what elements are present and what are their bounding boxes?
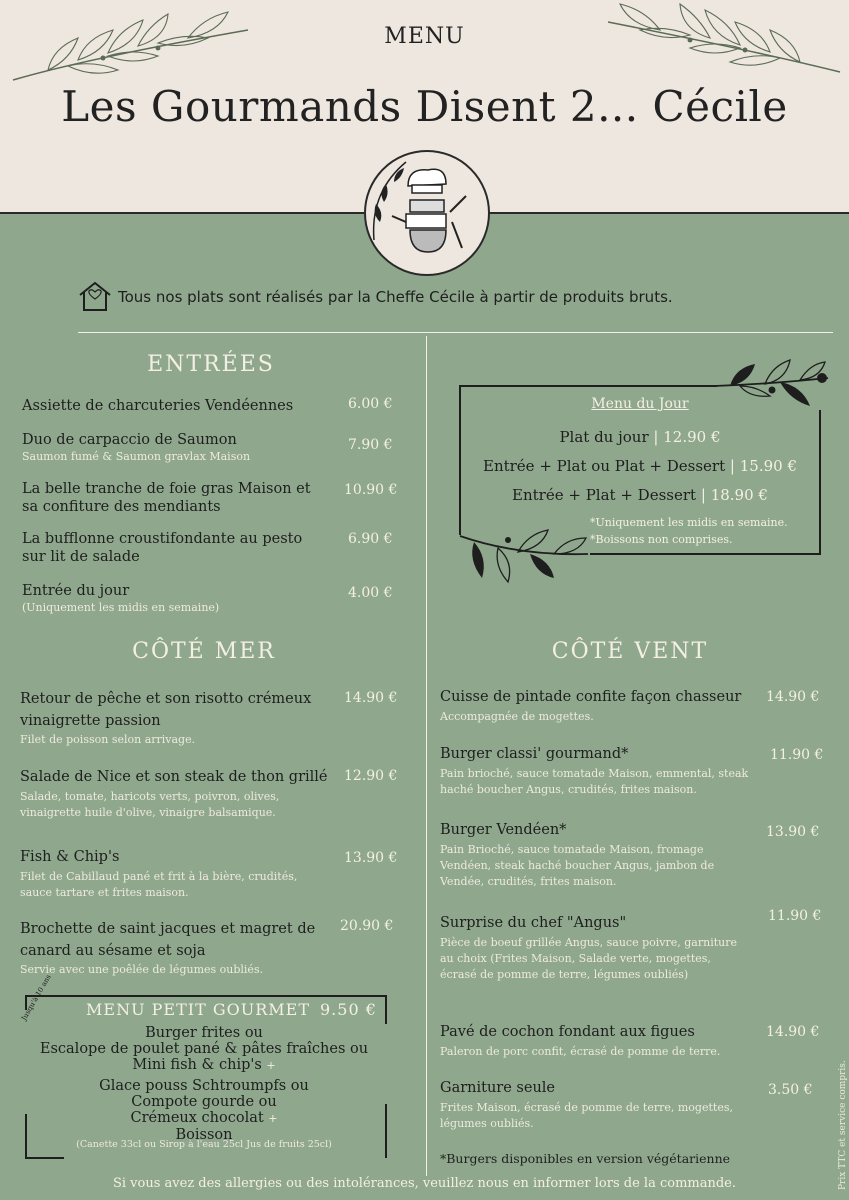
menu-du-jour-title: Menu du Jour <box>591 396 689 412</box>
mer-item: Brochette de saint jacques et magret de canard au sésame et soja Servie avec une poêlée de légumes oubliés. <box>20 921 316 976</box>
vent-item: Cuisse de pintade confite façon chasseur Accompagnée de mogettes. <box>440 689 742 723</box>
mer-item: Salade de Nice et son steak de thon grillé Salade, tomate, haricots verts, poivron, olives, vinaigrette huile d'olive, vinaigre balsamique. <box>20 769 328 819</box>
cote-vent-title: CÔTÉ VENT <box>551 639 709 664</box>
chef-hat-pots-icon <box>366 152 488 274</box>
menu-du-jour-frame <box>590 553 821 555</box>
mer-price: 14.90 € <box>344 690 398 706</box>
divider-vertical <box>426 336 427 1176</box>
entree-item: Entrée du jour (Uniquement les midis en semaine) <box>22 583 220 614</box>
tax-note: Prix TTC et service compris. <box>838 1060 848 1190</box>
vent-price: 13.90 € <box>766 824 820 840</box>
menu-du-jour-frame <box>459 385 717 387</box>
intro-note-text: Tous nos plats sont réalisés par la Cheffe Cécile à partir de produits bruts. <box>118 288 673 306</box>
menu-du-jour-line: Entrée + Plat + Dessert | 18.90 € <box>512 486 768 504</box>
vent-item: Pavé de cochon fondant aux figues Paleron de porc confit, écrasé de pomme de terre. <box>440 1024 721 1058</box>
menu-label: MENU <box>384 24 465 49</box>
mer-price: 13.90 € <box>344 850 398 866</box>
entree-price: 6.00 € <box>348 396 393 412</box>
allergy-note: Si vous avez des allergies ou des intolérances, veuillez nous en informer lors de la commande. <box>112 1176 737 1191</box>
entree-item: Assiette de charcuteries Vendéennes <box>22 398 294 414</box>
vent-price: 11.90 € <box>768 908 822 924</box>
leaf-branch-bottom-left-icon <box>458 526 593 586</box>
vent-item: Surprise du chef "Angus" Pièce de boeuf grillée Angus, sauce poivre, garniture au choix (Frites Maison, Salade verte, mogettes, écrasé de pomme de terre, légumes oubliés) <box>440 915 737 981</box>
petit-gourmet-options: Burger frites ou Escalope de poulet pané & pâtes fraîches ou Mini fish & chip's + Glace pouss Schtroumpfs ou Compote gourde ou Crémeux chocolat + Boisson <box>39 1025 369 1143</box>
menu-du-jour-note: *Uniquement les midis en semaine. <box>590 516 788 529</box>
entree-item: Duo de carpaccio de Saumon Saumon fumé & Saumon gravlax Maison <box>22 432 251 463</box>
chef-logo <box>364 150 490 276</box>
entree-price: 6.90 € <box>348 531 393 547</box>
house-heart-icon <box>78 280 112 312</box>
cote-mer-title: CÔTÉ MER <box>132 639 276 664</box>
entree-price: 7.90 € <box>348 437 393 453</box>
entrees-title: ENTRÉES <box>147 352 275 377</box>
mer-item: Fish & Chip's Filet de Cabillaud pané et frit à la bière, crudités, sauce tartare et frites maison. <box>20 849 298 899</box>
entree-item: La belle tranche de foie gras Maison et sa confiture des mendiants <box>22 481 311 515</box>
restaurant-name: Les Gourmands Disent 2... Cécile <box>61 82 788 131</box>
menu-du-jour-line: Plat du jour | 12.90 € <box>559 428 721 446</box>
vent-item: Burger Vendéen* Pain Brioché, sauce tomatade Maison, fromage Vendéen, steak haché boucher Angus, jambon de Vendée, crudités, frites maison. <box>440 822 715 888</box>
veg-note: *Burgers disponibles en version végétarienne <box>440 1151 731 1166</box>
mer-price: 20.90 € <box>340 918 394 934</box>
vent-item: Garniture seule Frites Maison, écrasé de pomme de terre, mogettes, légumes oubliés. <box>440 1080 733 1130</box>
vent-item: Burger classi' gourmand* Pain brioché, sauce tomatade Maison, emmental, steak haché boucher Angus, crudités, frites maison. <box>440 746 749 796</box>
vent-price: 14.90 € <box>766 689 820 705</box>
entree-item: La bufflonne croustifondante au pesto sur lit de salade <box>22 531 303 565</box>
divider-horizontal <box>78 332 833 333</box>
mer-item: Retour de pêche et son risotto crémeux vinaigrette passion Filet de poisson selon arrivage. <box>20 691 312 746</box>
mer-price: 12.90 € <box>344 768 398 784</box>
vent-price: 11.90 € <box>770 747 824 763</box>
vent-price: 14.90 € <box>766 1024 820 1040</box>
menu-du-jour-line: Entrée + Plat ou Plat + Dessert | 15.90 € <box>483 457 797 475</box>
entree-price: 4.00 € <box>348 585 393 601</box>
petit-gourmet-age: Jusqu'à 10 ans <box>20 973 53 1022</box>
menu-du-jour-note: *Boissons non comprises. <box>590 533 733 546</box>
vent-price: 3.50 € <box>768 1082 813 1098</box>
entree-price: 10.90 € <box>344 482 398 498</box>
petit-gourmet-drinks: (Canette 33cl ou Sirop à l'eau 25cl Jus de fruits 25cl) <box>76 1139 332 1150</box>
